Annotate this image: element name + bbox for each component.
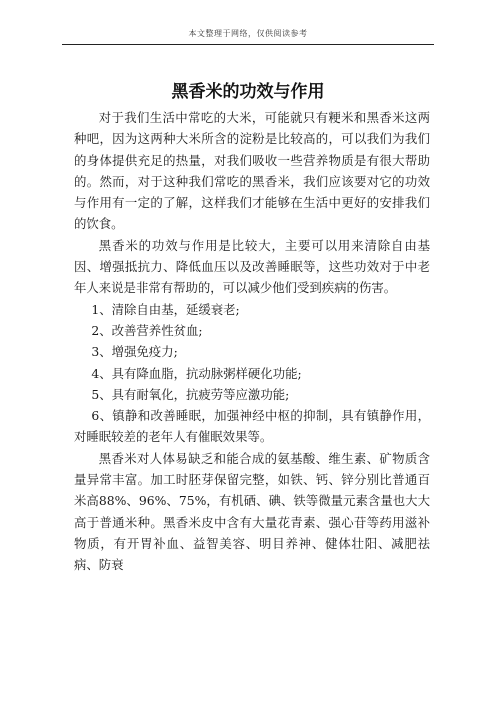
document-body	[74, 107, 430, 576]
document-title: 黑香米的功效与作用	[171, 82, 325, 102]
intro-paragraph: 对于我们生活中常吃的大米，可能就只有粳米和黑香米这两种吧，因为这两种大米所含的淀粉是比较高的，可以我们为我们的身体提供充足的热量，对我们吸收一些营养物质是有很大帮助的。然而，对于这种我们常吃的黑香米，我们应该要对它的功效与作用有一定的了解，这样我们才能够在生活中更好的安排我们的饮食。	[74, 110, 430, 232]
list-item: 1、清除自由基，延缓衰老;	[91, 301, 240, 317]
closing-paragraph: 黑香米对人体易缺乏和能合成的氨基酸、维生素、矿物质含量异常丰富。加工时胚芽保留完整，如铁、钙、锌分别比普通百米高88%、96%、75%，有机硒、碘、铁等微量元素含量也大大高于普通米种。黑香米皮中含有大量花青素、强心苷等药用滋补物质，有开胃补血、益智美容、明目养神、健体壮阳、减肥祛病、防衰	[74, 450, 430, 573]
summary-paragraph: 黑香米的功效与作用是比较大，主要可以用来清除自由基因、增强抵抗力、降低血压以及改善睡眠等，这些功效对于中老年人来说是非常有帮助的，可以减少他们受到疾病的伤害。	[74, 237, 430, 296]
list-item: 5、具有耐氧化，抗疲劳等应激功能;	[91, 386, 290, 402]
list-item: 4、具有降血脂，抗动脉粥样硬化功能;	[91, 365, 302, 381]
list-item: 3、增强免疫力;	[91, 344, 178, 360]
list-item: 6、镇静和改善睡眠，加强神经中枢的抑制，具有镇静作用，对睡眠较差的老年人有催眠效果等。	[74, 408, 430, 445]
header-note: 本文整理于网络，仅供阅读参考	[188, 29, 308, 38]
header-divider	[62, 44, 434, 45]
list-item: 2、改善营养性贫血;	[91, 322, 203, 338]
